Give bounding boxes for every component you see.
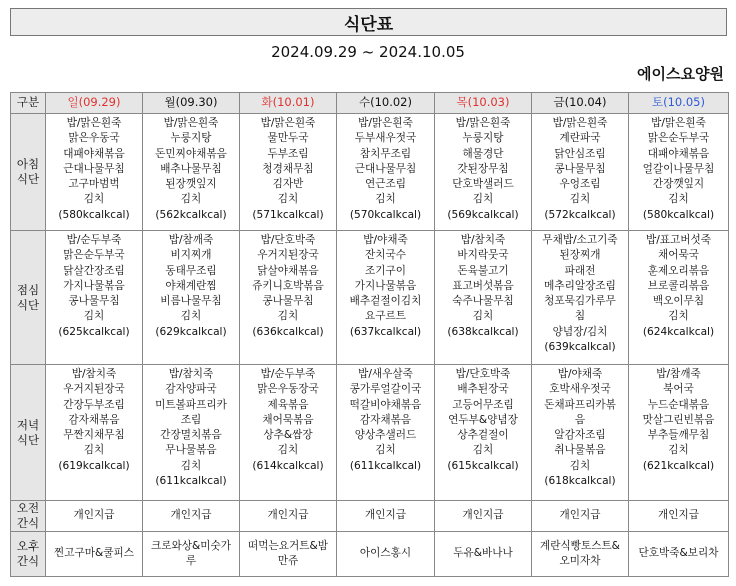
menu-cell: 밥/참치죽 우거지된장국 간장두부조림 감자채볶음 무짠지채무침 김치 (619kcalkcal) xyxy=(46,365,143,501)
day-header: 일(09.29) xyxy=(46,93,143,114)
lunch-row xyxy=(11,231,729,365)
menu-cell: 무채밥/소고기죽 된장찌개 파래전 메추리알장조림 청포묵김가루무 침 양념장/김치 (639kcalkcal) xyxy=(532,231,629,365)
day-header: 토(10.05) xyxy=(629,93,729,114)
title-box xyxy=(10,8,727,36)
page-title: 식단표 xyxy=(343,14,394,35)
snack-cell: 개인지급 xyxy=(46,501,143,532)
morning-snack-row xyxy=(11,501,729,532)
day-header: 화(10.01) xyxy=(240,93,337,114)
header-category: 구분 xyxy=(11,93,46,114)
menu-cell: 밥/표고버섯죽 채어묵국 훈제오리볶음 브로콜리볶음 백오이무침 김치 (624kcalkcal) xyxy=(629,231,729,365)
afternoon-snack-row xyxy=(11,532,729,577)
menu-cell: 밥/단호박죽 우거지된장국 닭살야채볶음 쥬키니호박볶음 콩나물무침 김치 (636kcalkcal) xyxy=(240,231,337,365)
snack-cell: 개인지급 xyxy=(629,501,729,532)
snack-cell: 단호박죽&보리차 xyxy=(629,532,729,577)
day-header: 월(09.30) xyxy=(143,93,240,114)
snack-cell: 개인지급 xyxy=(337,501,435,532)
meal-table xyxy=(10,92,729,577)
snack-cell: 떠먹는요거트&밤 만쥬 xyxy=(240,532,337,577)
menu-cell: 밥/맑은흰죽 맑은우동국 대패야채볶음 근대나물무침 고구마범벅 김치 (580kcalkcal) xyxy=(46,114,143,231)
menu-cell: 밥/단호박죽 배추된장국 고등어무조림 연두부&양념장 상추겉절이 김치 (615kcalkcal) xyxy=(435,365,532,501)
menu-cell: 밥/맑은흰죽 물만두국 두부조림 청경채무침 김자반 김치 (571kcalkcal) xyxy=(240,114,337,231)
menu-cell: 밥/참치죽 감자양파국 미트볼파프리카 조림 간장멸치볶음 무나물볶음 김치 (611kcalkcal) xyxy=(143,365,240,501)
row-label-breakfast: 아침 식단 xyxy=(11,114,46,231)
menu-cell: 밥/맑은흰죽 누룽지탕 돈민찌야채볶음 배추나물무침 된장깻잎지 김치 (562kcalkcal) xyxy=(143,114,240,231)
snack-cell: 크로와상&미숫가 루 xyxy=(143,532,240,577)
snack-cell: 찐고구마&쿨피스 xyxy=(46,532,143,577)
menu-cell: 밥/순두부죽 맑은순두부국 닭살간장조림 가지나물볶음 콩나물무침 김치 (625kcalkcal) xyxy=(46,231,143,365)
snack-cell: 개인지급 xyxy=(143,501,240,532)
menu-cell: 밥/참치죽 바지락뭇국 돈육불고기 표고버섯볶음 숙주나물무침 김치 (638kcalkcal) xyxy=(435,231,532,365)
menu-cell: 밥/참깨죽 비지찌개 동태무조림 야채계란찜 비름나물무침 김치 (629kcalkcal) xyxy=(143,231,240,365)
menu-cell: 밥/야채죽 잔치국수 조기구이 가지나물볶음 배추겉절이김치 요구르트 (637kcalkcal) xyxy=(337,231,435,365)
menu-cell: 밥/순두부죽 맑은우동장국 제육볶음 채어묵볶음 상추&쌈장 김치 (614kcalkcal) xyxy=(240,365,337,501)
header-row xyxy=(11,93,729,114)
row-label-dinner: 저녁 식단 xyxy=(11,365,46,501)
menu-cell: 밥/맑은흰죽 맑은순두부국 대패야채볶음 얼갈이나물무침 간장깻잎지 김치 (580kcalkcal) xyxy=(629,114,729,231)
menu-cell: 밥/새우살죽 콩가루얼갈이국 떡갈비야채볶음 감자채볶음 양상추샐러드 김치 (611kcalkcal) xyxy=(337,365,435,501)
day-header: 수(10.02) xyxy=(337,93,435,114)
snack-cell: 개인지급 xyxy=(240,501,337,532)
snack-cell: 개인지급 xyxy=(435,501,532,532)
snack-cell: 두유&바나나 xyxy=(435,532,532,577)
menu-cell: 밥/맑은흰죽 누룽지탕 해물경단 갓된장무침 단호박샐러드 김치 (569kcalkcal) xyxy=(435,114,532,231)
organization-name: 에이스요양원 xyxy=(637,65,724,83)
breakfast-row xyxy=(11,114,729,231)
menu-cell: 밥/야채죽 호박새우젓국 돈채파프리카볶 음 알감자조림 취나물볶음 김치 (618kcalkcal) xyxy=(532,365,629,501)
snack-cell: 계란식빵토스트& 오미자차 xyxy=(532,532,629,577)
day-header: 금(10.04) xyxy=(532,93,629,114)
menu-cell: 밥/맑은흰죽 계란파국 닭안심조림 콩나물무침 우엉조림 김치 (572kcalkcal) xyxy=(532,114,629,231)
snack-cell: 개인지급 xyxy=(532,501,629,532)
snack-cell: 아이스홍시 xyxy=(337,532,435,577)
menu-cell: 밥/참깨죽 북어국 누드순대볶음 맛살그린빈볶음 부추들깨무침 김치 (621kcalkcal) xyxy=(629,365,729,501)
menu-period: 2024.09.29 ~ 2024.10.05 xyxy=(271,43,465,61)
day-header: 목(10.03) xyxy=(435,93,532,114)
row-label-afternoon-snack: 오후 간식 xyxy=(11,532,46,577)
dinner-row xyxy=(11,365,729,501)
row-label-lunch: 점심 식단 xyxy=(11,231,46,365)
menu-cell: 밥/맑은흰죽 두부새우젓국 참치무조림 근대나물무침 연근조림 김치 (570kcalkcal) xyxy=(337,114,435,231)
row-label-morning-snack: 오전 간식 xyxy=(11,501,46,532)
